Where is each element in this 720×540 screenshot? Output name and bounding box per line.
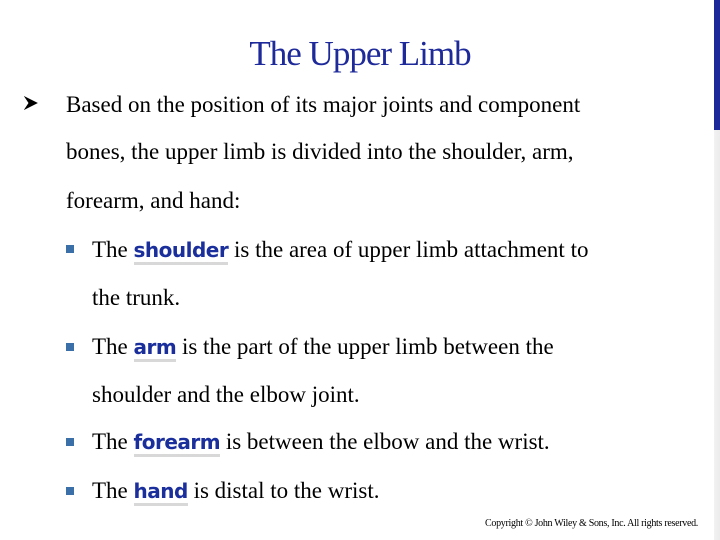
sub3-pre: The [92, 429, 134, 454]
square-bullet-icon [66, 245, 74, 253]
arrowhead-bullet-icon [24, 96, 38, 115]
keyword-hand: hand [134, 479, 188, 506]
sub1-line2: the trunk. [92, 285, 181, 310]
square-bullet-icon [66, 438, 74, 446]
bullet1-line3: forearm, and hand: [66, 188, 241, 213]
sub2-post: is the part of the upper limb between the [176, 334, 554, 359]
square-bullet-icon [66, 343, 74, 351]
keyword-shoulder: shoulder [134, 238, 229, 265]
sub2-line2: shoulder and the elbow joint. [92, 382, 360, 407]
sub3-post: is between the elbow and the wrist. [220, 429, 550, 454]
square-bullet-icon [66, 487, 74, 495]
right-edge-bar [714, 0, 720, 540]
sub1-line1 [92, 236, 588, 264]
sub3-line1 [92, 428, 550, 456]
sub4-post: is distal to the wrist. [187, 478, 380, 503]
keyword-arm: arm [134, 335, 177, 362]
copyright-notice: Copyright © John Wiley & Sons, Inc. All rights reserved. [485, 518, 698, 529]
keyword-forearm: forearm [134, 430, 221, 457]
bullet1-line2: bones, the upper limb is divided into the shoulder, arm, [66, 139, 574, 164]
sub1-post: is the area of upper limb attachment to [228, 237, 589, 262]
sub1-pre: The [92, 237, 134, 262]
sub2-line1 [92, 333, 554, 361]
sub4-line1 [92, 477, 379, 505]
slide-title: The Upper Limb [249, 34, 471, 73]
bullet1-line1: Based on the position of its major joints and component [66, 92, 581, 117]
arrowhead-bullet-icon-svg [24, 96, 38, 110]
sub4-pre: The [92, 478, 134, 503]
sub2-pre: The [92, 334, 134, 359]
